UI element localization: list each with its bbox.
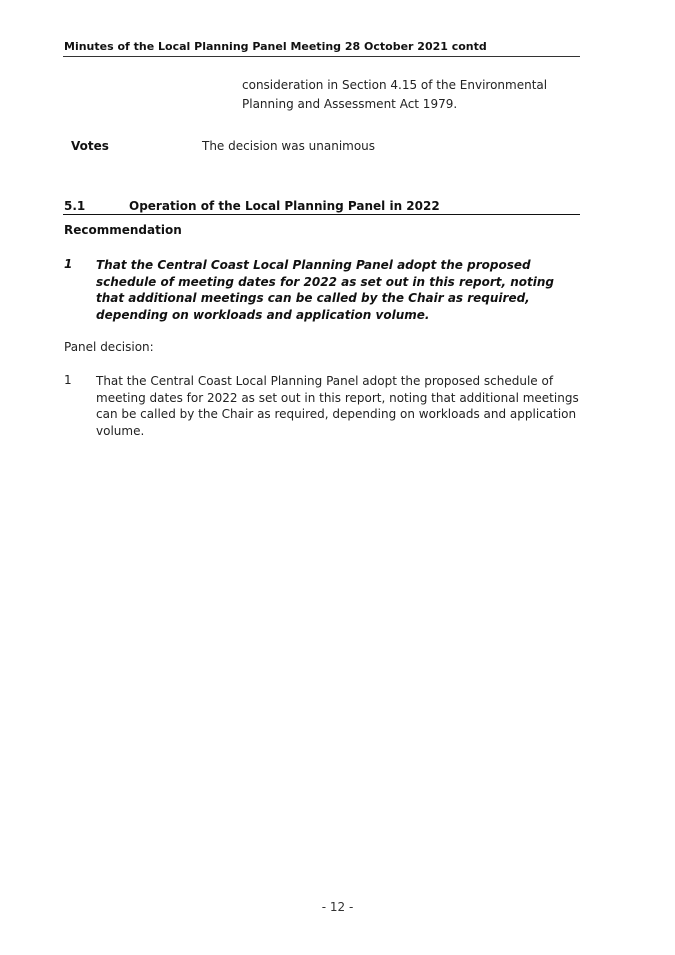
votes-label: Votes (71, 139, 109, 153)
decision-item-number: 1 (64, 373, 72, 387)
page-number: - 12 - (321, 900, 354, 914)
recommendation-item-number: 1 (64, 257, 73, 271)
recommendation-heading: Recommendation (64, 223, 182, 237)
header-divider (63, 56, 580, 57)
decision-item-text: That the Central Coast Local Planning Panel adopt the proposed schedule of meeting dates for 2022 as set out in this report, noting that additional meetings can be called by the Chair as required, depending on workloads and application volume. (96, 374, 579, 438)
section-divider (63, 214, 580, 215)
panel-decision-label: Panel decision: (64, 340, 154, 354)
running-header: Minutes of the Local Planning Panel Meeting 28 October 2021 contd (64, 40, 487, 53)
recommendation-item-text: That the Central Coast Local Planning Panel adopt the proposed schedule of meeting dates for 2022 as set out in this report, noting that additional meetings can be called by the Chair as required, depending on workloads and application volume. (96, 258, 555, 322)
section-number: 5.1 (64, 199, 86, 213)
continuation-text: consideration in Section 4.15 of the Environmental Planning and Assessment Act 1979. (242, 78, 548, 111)
section-title: Operation of the Local Planning Panel in 2022 (129, 199, 440, 213)
votes-value: The decision was unanimous (202, 139, 376, 153)
